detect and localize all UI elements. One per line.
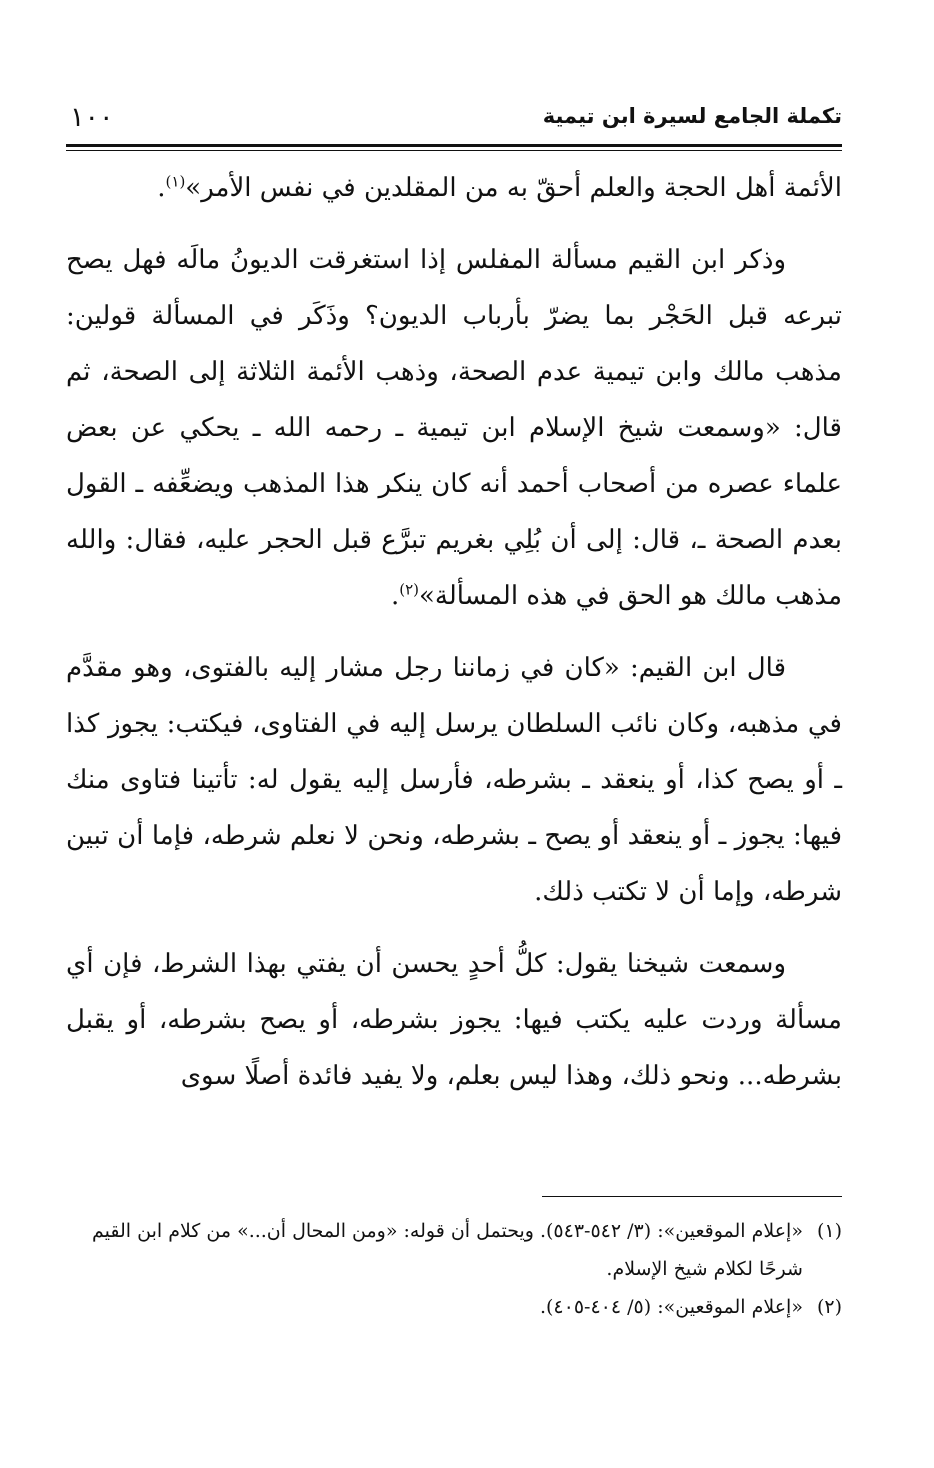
book-title: تكملة الجامع لسيرة ابن تيمية	[542, 104, 842, 128]
running-header	[66, 98, 842, 148]
page-number: ١٠٠	[70, 102, 114, 133]
footnote-text: «إعلام الموقعين»: (٣/ ٥٤٢-٥٤٣). ويحتمل أن قوله: «ومن المحال أن...» من كلام ابن القيم شرحًا لكلام شيخ الإسلام.	[92, 1220, 803, 1280]
paragraph	[66, 232, 842, 624]
header-divider-thin	[66, 150, 842, 151]
footnote	[66, 1212, 842, 1288]
paragraph	[66, 640, 842, 920]
paragraph-tail: .	[390, 581, 400, 611]
paragraph-text: وذكر ابن القيم مسألة المفلس إذا استغرقت الديونُ مالَه فهل يصح تبرعه قبل الحَجْر بما يضرّ بأرباب الديون؟ وذَكَر في المسألة قولين: مذهب مالك وابن تيمية عدم الصحة، وذهب الأئمة الثلاثة إلى الصحة، ثم قال: «وسمعت شيخ الإسلام ابن تيمية ـ رحمه الله ـ يحكي عن بعض علماء عصره من أصحاب أحمد أنه كان ينكر هذا المذهب ويضعِّفه ـ القول بعدم الصحة ـ، قال: إلى أن بُلِي بغريم تبرَّع قبل الحجر عليه، فقال: والله مذهب مالك هو الحق في هذه المسألة»	[66, 245, 842, 611]
paragraph-text: الأئمة أهل الحجة والعلم أحقّ به من المقلدين في نفس الأمر»	[185, 173, 842, 203]
main-text	[66, 160, 842, 1120]
paragraph	[66, 936, 842, 1104]
paragraph-text: وسمعت شيخنا يقول: كلُّ أحدٍ يحسن أن يفتي بهذا الشرط، فإن أي مسألة وردت عليه يكتب فيها: يجوز بشرطه، أو يصح بشرطه، أو يقبل بشرطه... ونحو ذلك، وهذا ليس بعلم، ولا يفيد فائدة أصلًا سوى	[66, 949, 842, 1091]
footnote-number: (٢)	[816, 1296, 842, 1318]
paragraph-text: قال ابن القيم: «كان في زماننا رجل مشار إليه بالفتوى، وهو مقدَّم في مذهبه، وكان نائب السلطان يرسل إليه في الفتاوى، فيكتب: يجوز كذا ـ أو يصح كذا، أو ينعقد ـ بشرطه، فأرسل إليه يقول له: تأتينا فتاوى منك فيها: يجوز ـ أو ينعقد أو يصح ـ بشرطه، ونحن لا نعلم شرطه، فإما أن تبين شرطه، وإما أن لا تكتب ذلك.	[66, 653, 842, 907]
footnote-text: «إعلام الموقعين»: (٥/ ٤٠٤-٤٠٥).	[539, 1296, 803, 1318]
footnote	[66, 1288, 842, 1326]
footnote-number: (١)	[816, 1220, 842, 1242]
header-divider	[66, 144, 842, 147]
paragraph-tail: .	[157, 173, 166, 203]
paragraph	[66, 160, 842, 216]
footnotes	[66, 1212, 842, 1326]
footnote-divider	[542, 1196, 842, 1197]
footnote-reference: (١)	[165, 172, 186, 191]
footnote-reference: (٢)	[399, 580, 420, 599]
